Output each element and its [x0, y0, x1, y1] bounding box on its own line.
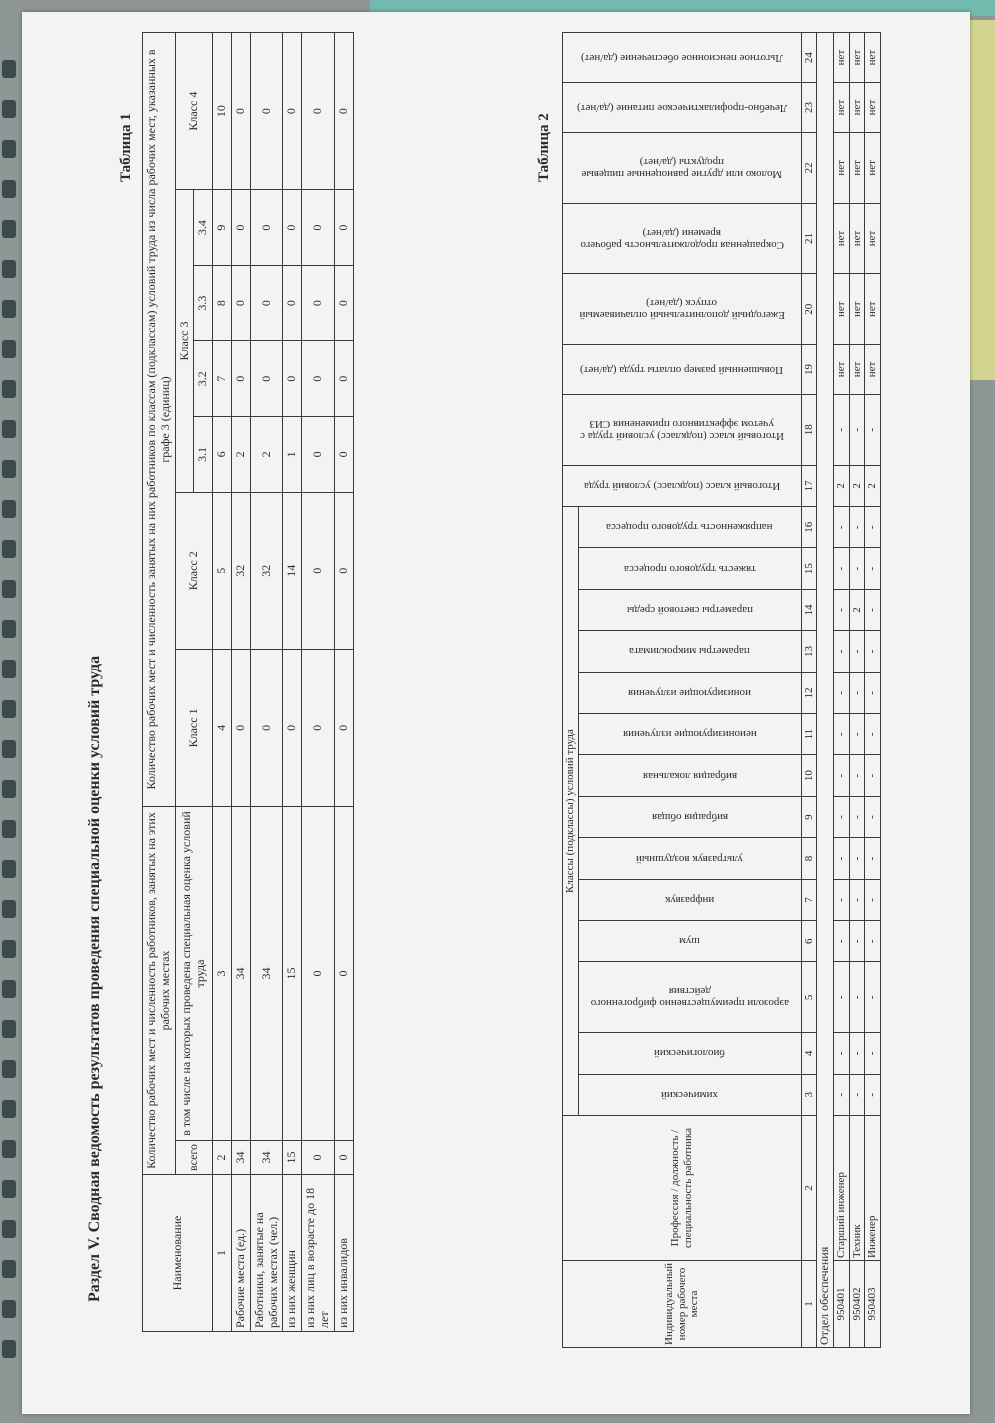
column-number: 3 — [213, 807, 232, 1141]
cell: - — [865, 714, 881, 755]
cell: 0 — [334, 417, 353, 493]
cell: - — [834, 631, 850, 672]
cell: нет — [849, 33, 865, 83]
header-extra-text: Повышенный размер оплаты труда (да/нет) — [580, 363, 784, 376]
cell: 0 — [231, 341, 250, 417]
cell: - — [834, 714, 850, 755]
column-number: 4 — [801, 1033, 817, 1074]
binding-hole — [2, 420, 16, 438]
row-name: из них женщин — [283, 1175, 302, 1332]
header-final-text: Итоговый класс (подкласс) условий труда — [583, 479, 780, 492]
binding-hole — [2, 1180, 16, 1198]
workplaces-table — [562, 32, 881, 1348]
section-title: Раздел V. Сводная ведомость результатов проведения специальной оценки условий труда — [86, 655, 103, 1302]
cell: 15 — [283, 1140, 302, 1174]
cell: 1 — [283, 417, 302, 493]
cell: 0 — [334, 1140, 353, 1174]
cell: 0 — [302, 1140, 335, 1174]
header-factor — [578, 714, 801, 755]
cell: - — [849, 548, 865, 589]
header-group-count: Количество рабочих мест и численность работников, занятых на этих рабочих местах — [143, 807, 176, 1175]
cell: нет — [849, 274, 865, 345]
column-number: 1 — [801, 1261, 817, 1348]
cell: нет — [834, 203, 850, 274]
table-row — [334, 33, 353, 1332]
cell: 0 — [283, 265, 302, 341]
cell: 32 — [231, 492, 250, 649]
cell: 0 — [302, 190, 335, 266]
cell: 0 — [283, 341, 302, 417]
cell: 2 — [849, 589, 865, 630]
column-number: 20 — [801, 274, 817, 345]
cell: - — [834, 589, 850, 630]
department-row — [817, 33, 834, 1348]
column-number: 12 — [801, 672, 817, 713]
column-number: 16 — [801, 507, 817, 548]
binding-hole — [2, 380, 16, 398]
cell: - — [865, 394, 881, 465]
header-c31: 3.1 — [194, 417, 213, 493]
workplace-id: 950402 — [849, 1261, 865, 1348]
header-class4: Класс 4 — [175, 33, 213, 190]
cell: 0 — [302, 492, 335, 649]
header-name: Наименование — [143, 1175, 213, 1332]
column-number: 5 — [801, 962, 817, 1033]
table-row — [250, 33, 283, 1332]
binding-hole — [2, 620, 16, 638]
cell: нет — [849, 132, 865, 203]
header-class3: Класс 3 — [175, 190, 194, 492]
binding-hole — [2, 500, 16, 518]
binding-hole — [2, 220, 16, 238]
cell: 0 — [283, 649, 302, 806]
header-factor — [578, 796, 801, 837]
cell: - — [849, 1033, 865, 1074]
binding-hole — [2, 980, 16, 998]
factor-text: аэрозоли преимущественно фиброгенного действия — [590, 985, 789, 1010]
cell: 34 — [231, 807, 250, 1141]
cell: - — [865, 1033, 881, 1074]
cell: нет — [834, 274, 850, 345]
cell: 0 — [250, 649, 283, 806]
cell: - — [849, 838, 865, 879]
cell: 2 — [865, 465, 881, 506]
cell: 0 — [334, 33, 353, 190]
header-id: Индивидуальный номер рабочего места — [563, 1261, 802, 1348]
factor-text: биологический — [654, 1047, 726, 1060]
cell: - — [849, 962, 865, 1033]
row-name: Рабочие места (ед.) — [231, 1175, 250, 1332]
cell: - — [849, 714, 865, 755]
table2-caption: Таблица 2 — [536, 113, 552, 182]
header-extra-text: Сокращенная продолжительность рабочего времени (да/нет) — [580, 226, 784, 251]
cell: нет — [849, 345, 865, 395]
header-c34: 3.4 — [194, 190, 213, 266]
cell: - — [849, 507, 865, 548]
header-class2: Класс 2 — [175, 492, 213, 649]
binding-hole — [2, 1140, 16, 1158]
binding-hole — [2, 1100, 16, 1118]
column-number: 18 — [801, 394, 817, 465]
factor-text: химический — [661, 1088, 719, 1101]
cell: нет — [865, 274, 881, 345]
binding-hole — [2, 820, 16, 838]
factor-text: шум — [679, 935, 701, 948]
binding-hole — [2, 1220, 16, 1238]
profession: Инженер — [865, 1116, 881, 1261]
table1-caption: Таблица 1 — [118, 113, 134, 182]
column-number: 2 — [801, 1116, 817, 1261]
cell: - — [865, 589, 881, 630]
cell: нет — [865, 132, 881, 203]
cell: нет — [834, 33, 850, 83]
binding-hole — [2, 1060, 16, 1078]
cell: - — [834, 962, 850, 1033]
column-number: 15 — [801, 548, 817, 589]
cell: - — [865, 921, 881, 962]
column-number: 2 — [213, 1140, 232, 1174]
cell: 0 — [231, 33, 250, 190]
factor-text: тяжесть трудового процесса — [623, 562, 756, 575]
binding-hole — [2, 60, 16, 78]
cell: 0 — [250, 265, 283, 341]
header-final — [563, 465, 802, 506]
cell: - — [849, 796, 865, 837]
factor-text: параметры микроклимата — [629, 645, 751, 658]
cell: 0 — [231, 649, 250, 806]
table-row — [283, 33, 302, 1332]
factor-text: ионизирующие излучения — [628, 686, 752, 699]
cell: - — [849, 921, 865, 962]
cell: - — [834, 838, 850, 879]
cell: - — [849, 631, 865, 672]
factor-text: ультразвук воздушный — [636, 852, 743, 865]
factor-text: неионизирующие излучения — [622, 728, 757, 741]
column-number: 6 — [801, 921, 817, 962]
cell: 0 — [283, 33, 302, 190]
cell: - — [865, 796, 881, 837]
header-factor — [578, 631, 801, 672]
column-number: 17 — [801, 465, 817, 506]
cell: - — [849, 755, 865, 796]
factor-text: инфразвук — [664, 893, 715, 906]
cell: 32 — [250, 492, 283, 649]
column-number: 14 — [801, 589, 817, 630]
row-name: из них инвалидов — [334, 1175, 353, 1332]
binding-hole — [2, 460, 16, 478]
cell: 34 — [250, 807, 283, 1141]
column-number: 10 — [801, 755, 817, 796]
binding-hole — [2, 700, 16, 718]
header-extra — [563, 33, 802, 83]
table-row — [865, 33, 881, 1348]
row-name: Работники, занятые на рабочих местах (чел.) — [250, 1175, 283, 1332]
cell: - — [834, 755, 850, 796]
header-factor — [578, 507, 801, 548]
header-extra — [563, 203, 802, 274]
cell: - — [849, 879, 865, 920]
factor-text: вибрация общая — [651, 811, 728, 824]
factor-text: параметры световой среды — [626, 604, 753, 617]
rotated-content — [62, 32, 952, 1412]
cell: нет — [834, 83, 850, 133]
header-factor — [578, 1074, 801, 1115]
document-page — [22, 12, 970, 1414]
cell: 0 — [334, 807, 353, 1141]
binding-hole — [2, 1300, 16, 1318]
header-factor — [578, 962, 801, 1033]
header-factor — [578, 921, 801, 962]
table-row — [302, 33, 335, 1332]
cell: - — [834, 879, 850, 920]
cell: 34 — [231, 1140, 250, 1174]
cell: - — [834, 1033, 850, 1074]
header-extra — [563, 274, 802, 345]
cell: нет — [849, 203, 865, 274]
cell: 34 — [250, 1140, 283, 1174]
cell: нет — [865, 345, 881, 395]
column-number: 4 — [213, 649, 232, 806]
column-number: 24 — [801, 33, 817, 83]
cell: - — [865, 631, 881, 672]
column-number: 10 — [213, 33, 232, 190]
column-number: 5 — [213, 492, 232, 649]
cell: 15 — [283, 807, 302, 1141]
column-number: 9 — [213, 190, 232, 266]
cell: нет — [834, 345, 850, 395]
header-final-siz-text: Итоговый класс (подкласс) условий труда с учетом эффективного применения СИЗ — [579, 417, 784, 442]
factor-text: вибрация локальная — [642, 769, 737, 782]
cell: - — [865, 1074, 881, 1115]
yellow-sticky-strip — [968, 20, 995, 380]
header-factor — [578, 672, 801, 713]
cell: - — [849, 394, 865, 465]
header-factor — [578, 879, 801, 920]
header-extra-text: Молоко или другие равноценные пищевые продукты (да/нет) — [581, 155, 783, 180]
cell: 0 — [302, 807, 335, 1141]
cell: 0 — [334, 492, 353, 649]
workplace-id: 950401 — [834, 1261, 850, 1348]
binding-hole — [2, 100, 16, 118]
cell: - — [865, 755, 881, 796]
cell: - — [834, 672, 850, 713]
cell: 0 — [302, 33, 335, 190]
column-number: 3 — [801, 1074, 817, 1115]
cell: нет — [865, 83, 881, 133]
column-number: 8 — [801, 838, 817, 879]
cell: 0 — [231, 265, 250, 341]
column-number: 6 — [213, 417, 232, 493]
header-factor — [578, 548, 801, 589]
binding-hole — [2, 940, 16, 958]
binding-hole — [2, 900, 16, 918]
cell: - — [834, 1074, 850, 1115]
column-number: 7 — [801, 879, 817, 920]
column-number-row — [801, 33, 817, 1348]
workplace-id: 950403 — [865, 1261, 881, 1348]
row-name: из них лиц в возрасте до 18 лет — [302, 1175, 335, 1332]
profession: Старший инженер — [834, 1116, 850, 1261]
cell: нет — [834, 132, 850, 203]
binding-holes — [2, 60, 18, 1400]
header-factor — [578, 838, 801, 879]
header-extra-text: Лечебно-профилактическое питание (да/нет) — [576, 101, 787, 114]
cell: 0 — [302, 265, 335, 341]
cell: - — [834, 507, 850, 548]
column-number: 23 — [801, 83, 817, 133]
header-extra-text: Льготное пенсионное обеспечение (да/нет) — [580, 51, 783, 64]
binding-hole — [2, 1020, 16, 1038]
binding-hole — [2, 540, 16, 558]
header-group: Классы (подклассы) условий труда — [563, 507, 579, 1116]
department-name: Отдел обеспечения — [817, 33, 834, 1348]
header-profession: Профессия / должность / специальность работника — [563, 1116, 802, 1261]
cell: 2 — [231, 417, 250, 493]
binding-hole — [2, 1340, 16, 1358]
cell: - — [865, 838, 881, 879]
cell: 0 — [302, 341, 335, 417]
cell: 0 — [334, 341, 353, 417]
cell: 0 — [334, 190, 353, 266]
cell: 0 — [231, 190, 250, 266]
cell: - — [849, 1074, 865, 1115]
header-factor — [578, 589, 801, 630]
column-number: 7 — [213, 341, 232, 417]
binding-hole — [2, 860, 16, 878]
summary-table — [142, 32, 354, 1332]
binding-hole — [2, 260, 16, 278]
binding-hole — [2, 300, 16, 318]
cell: нет — [865, 33, 881, 83]
header-extra — [563, 83, 802, 133]
header-factor — [578, 1033, 801, 1074]
column-number: 22 — [801, 132, 817, 203]
header-c33: 3.3 — [194, 265, 213, 341]
cell: 14 — [283, 492, 302, 649]
column-number: 9 — [801, 796, 817, 837]
cell: 0 — [302, 649, 335, 806]
binding-hole — [2, 780, 16, 798]
cell: 0 — [302, 417, 335, 493]
cell: 0 — [334, 265, 353, 341]
header-extra — [563, 132, 802, 203]
column-number-row — [213, 33, 232, 1332]
cell: 0 — [250, 341, 283, 417]
cell: 0 — [250, 33, 283, 190]
cell: 2 — [834, 465, 850, 506]
cell: - — [865, 962, 881, 1033]
table-row — [231, 33, 250, 1332]
column-number: 13 — [801, 631, 817, 672]
cell: - — [834, 796, 850, 837]
binding-hole — [2, 580, 16, 598]
header-group-classes: Количество рабочих мест и численность занятых на них работников по классам (подклассам) условий труда из числа рабочих мест, указанных в графе 3 (единиц) — [143, 33, 176, 807]
header-c32: 3.2 — [194, 341, 213, 417]
header-final-siz — [563, 394, 802, 465]
cell: нет — [849, 83, 865, 133]
column-number: 19 — [801, 345, 817, 395]
cell: 0 — [334, 649, 353, 806]
cell: нет — [865, 203, 881, 274]
cell: - — [834, 921, 850, 962]
cell: - — [865, 507, 881, 548]
cell: - — [834, 394, 850, 465]
binding-hole — [2, 140, 16, 158]
cell: 2 — [250, 417, 283, 493]
column-number: 11 — [801, 714, 817, 755]
cell: - — [849, 672, 865, 713]
binding-hole — [2, 660, 16, 678]
cell: 0 — [250, 190, 283, 266]
binding-hole — [2, 1260, 16, 1278]
profession: Техник — [849, 1116, 865, 1261]
column-number: 21 — [801, 203, 817, 274]
header-class1: Класс 1 — [175, 649, 213, 806]
factor-text: напряженность трудового процесса — [606, 521, 773, 534]
table-row — [849, 33, 865, 1348]
column-number: 1 — [213, 1175, 232, 1332]
header-factor — [578, 755, 801, 796]
binding-hole — [2, 740, 16, 758]
header-extra — [563, 345, 802, 395]
cell: 2 — [849, 465, 865, 506]
cell: - — [865, 672, 881, 713]
cell: 0 — [283, 190, 302, 266]
binding-hole — [2, 340, 16, 358]
header-assessed: в том числе на которых проведена специальная оценка условий труда — [175, 807, 213, 1141]
cell: - — [834, 548, 850, 589]
cell: - — [865, 879, 881, 920]
cell: - — [865, 548, 881, 589]
binding-hole — [2, 180, 16, 198]
header-extra-text: Ежегодный дополнительный оплачиваемый отпуск (да/нет) — [579, 297, 785, 322]
header-total: всего — [175, 1140, 213, 1174]
column-number: 8 — [213, 265, 232, 341]
table-row — [834, 33, 850, 1348]
